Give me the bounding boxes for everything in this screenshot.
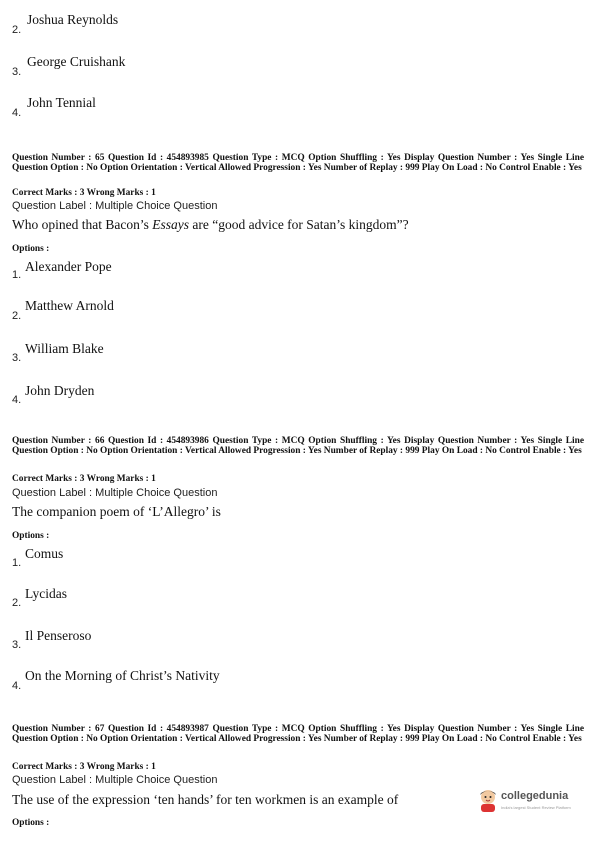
mascot-icon: [477, 788, 499, 812]
options-heading: Options :: [12, 244, 50, 254]
option-text: Lycidas: [25, 586, 67, 601]
question-text: Who opined that Bacon’s Essays are “good advice for Satan’s kingdom”?: [12, 217, 409, 232]
question-label: Question Label : Multiple Choice Question: [12, 774, 218, 786]
option-text: Alexander Pope: [25, 259, 112, 274]
question-meta: Question Number : 67 Question Id : 454893987 Question Type : MCQ Option Shuffling : Yes Display Question Number : Yes Single Line Question Option : No Option Orientation : Vertical Allowed Progression : Yes Number of Replay : 999 Play On Load : No Control Enable : Yes: [12, 724, 584, 744]
option-text: John Dryden: [25, 383, 95, 398]
option-text: Matthew Arnold: [25, 298, 114, 313]
option-number: 2.: [12, 597, 22, 609]
question-text-italic: Essays: [152, 217, 189, 232]
options-heading: Options :: [12, 531, 50, 541]
question-marks: Correct Marks : 3 Wrong Marks : 1: [12, 474, 156, 484]
question-label: Question Label : Multiple Choice Question: [12, 487, 218, 499]
question-marks: Correct Marks : 3 Wrong Marks : 1: [12, 762, 156, 772]
option-number: 4.: [12, 394, 22, 406]
option-number: 3.: [12, 352, 22, 364]
option-number: 4.: [12, 680, 22, 692]
option-number: 2.: [12, 310, 22, 322]
option-text: John Tennial: [27, 95, 96, 110]
option-number: 1.: [12, 269, 22, 281]
option-number: 2.: [12, 24, 22, 36]
option-number: 1.: [12, 557, 22, 569]
watermark-tagline: India's largest Student Review Platform: [501, 805, 571, 810]
question-text: The use of the expression ‘ten hands’ for ten workmen is an example of: [12, 792, 399, 807]
option-text: Il Penseroso: [25, 628, 92, 643]
option-text: William Blake: [25, 341, 104, 356]
question-meta: Question Number : 65 Question Id : 454893985 Question Type : MCQ Option Shuffling : Yes Display Question Number : Yes Single Line Question Option : No Option Orientation : Vertical Allowed Progression : Yes Number of Replay : 999 Play On Load : No Control Enable : Yes: [12, 153, 584, 173]
option-text: Comus: [25, 546, 64, 561]
question-marks: Correct Marks : 3 Wrong Marks : 1: [12, 188, 156, 198]
question-meta: Question Number : 66 Question Id : 454893986 Question Type : MCQ Option Shuffling : Yes Display Question Number : Yes Single Line Question Option : No Option Orientation : Vertical Allowed Progression : Yes Number of Replay : 999 Play On Load : No Control Enable : Yes: [12, 436, 584, 456]
collegedunia-watermark: [477, 786, 587, 816]
question-text: The companion poem of ‘L’Allegro’ is: [12, 504, 221, 519]
option-text: Joshua Reynolds: [27, 12, 119, 27]
option-number: 4.: [12, 107, 22, 119]
options-heading: Options :: [12, 818, 50, 828]
option-number: 3.: [12, 66, 22, 78]
option-text: On the Morning of Christ’s Nativity: [25, 668, 220, 683]
question-label: Question Label : Multiple Choice Question: [12, 200, 218, 212]
watermark-text: collegedunia: [501, 790, 569, 802]
option-number: 3.: [12, 639, 22, 651]
option-text: George Cruishank: [27, 54, 126, 69]
